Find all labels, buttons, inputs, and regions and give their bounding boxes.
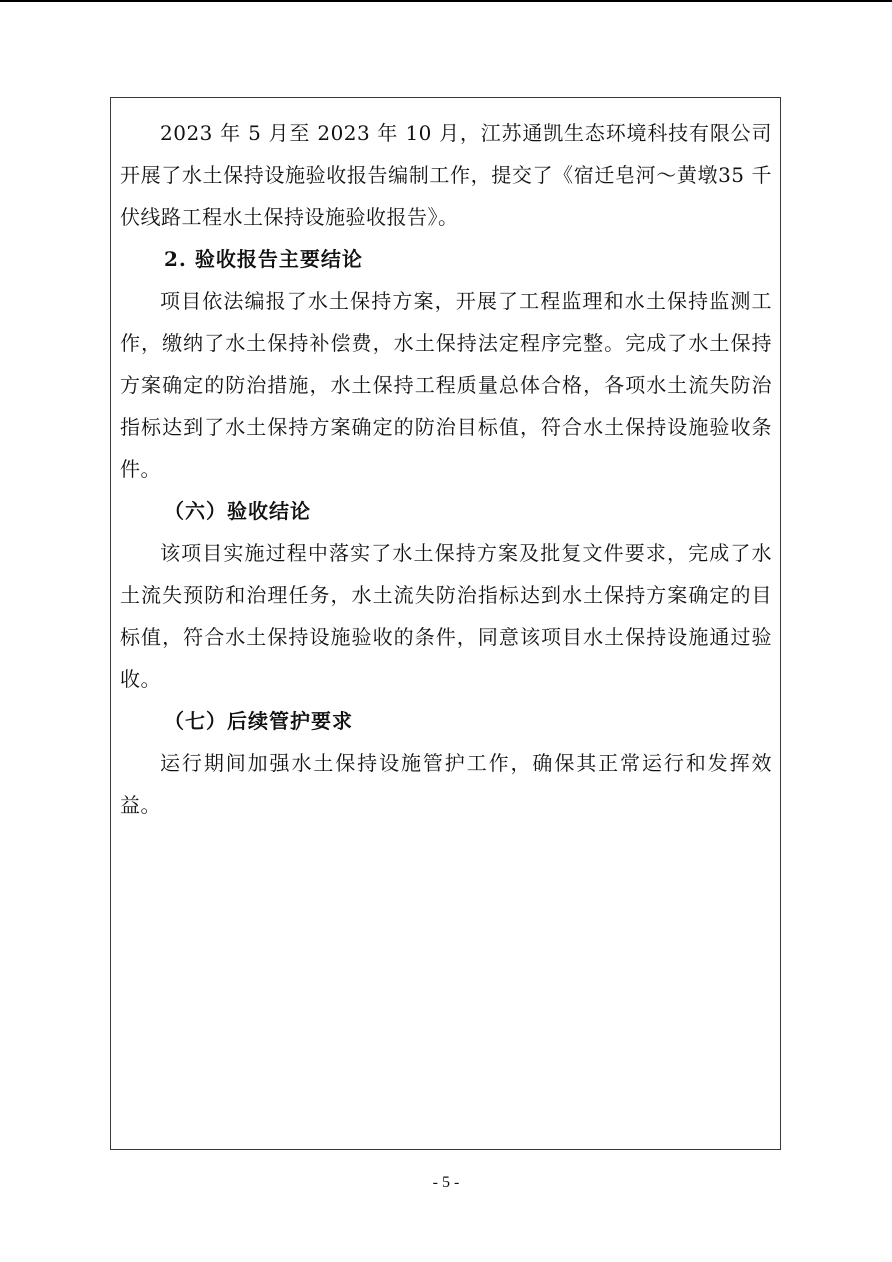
paragraph-acceptance-conclusion: 该项目实施过程中落实了水土保持方案及批复文件要求，完成了水土流失预防和治理任务，水土流失防治指标达到水土保持方案确定的目标值，符合水土保持设施验收的条件，同意该项目水土保持设施通过验收。 (120, 541, 772, 691)
paragraph-report-preparation: 2023 年 5 月至 2023 年 10 月，江苏通凯生态环境科技有限公司开展了水土保持设施验收报告编制工作，提交了《宿迁皂河～黄墩35 千伏线路工程水土保持设施验收报告》。 (120, 121, 772, 229)
heading-maintenance-requirements: （七）后续管护要求 (164, 709, 353, 733)
paragraph-report-conclusions: 项目依法编报了水土保持方案，开展了工程监理和水土保持监测工作，缴纳了水土保持补偿费，水土保持法定程序完整。完成了水土保持方案确定的防治措施，水土保持工程质量总体合格，各项水土流失防治指标达到了水土保持方案确定的防治目标值，符合水土保持设施验收条件。 (120, 289, 772, 481)
content-frame (110, 97, 781, 1150)
page-top-edge (0, 0, 892, 2)
heading-report-conclusions: 2. 验收报告主要结论 (164, 247, 363, 271)
heading-acceptance-conclusion: （六）验收结论 (164, 499, 311, 523)
document-body (120, 112, 772, 826)
page-number: - 5 - (432, 1174, 460, 1191)
paragraph-maintenance-requirements: 运行期间加强水土保持设施管护工作，确保其正常运行和发挥效益。 (120, 751, 772, 817)
